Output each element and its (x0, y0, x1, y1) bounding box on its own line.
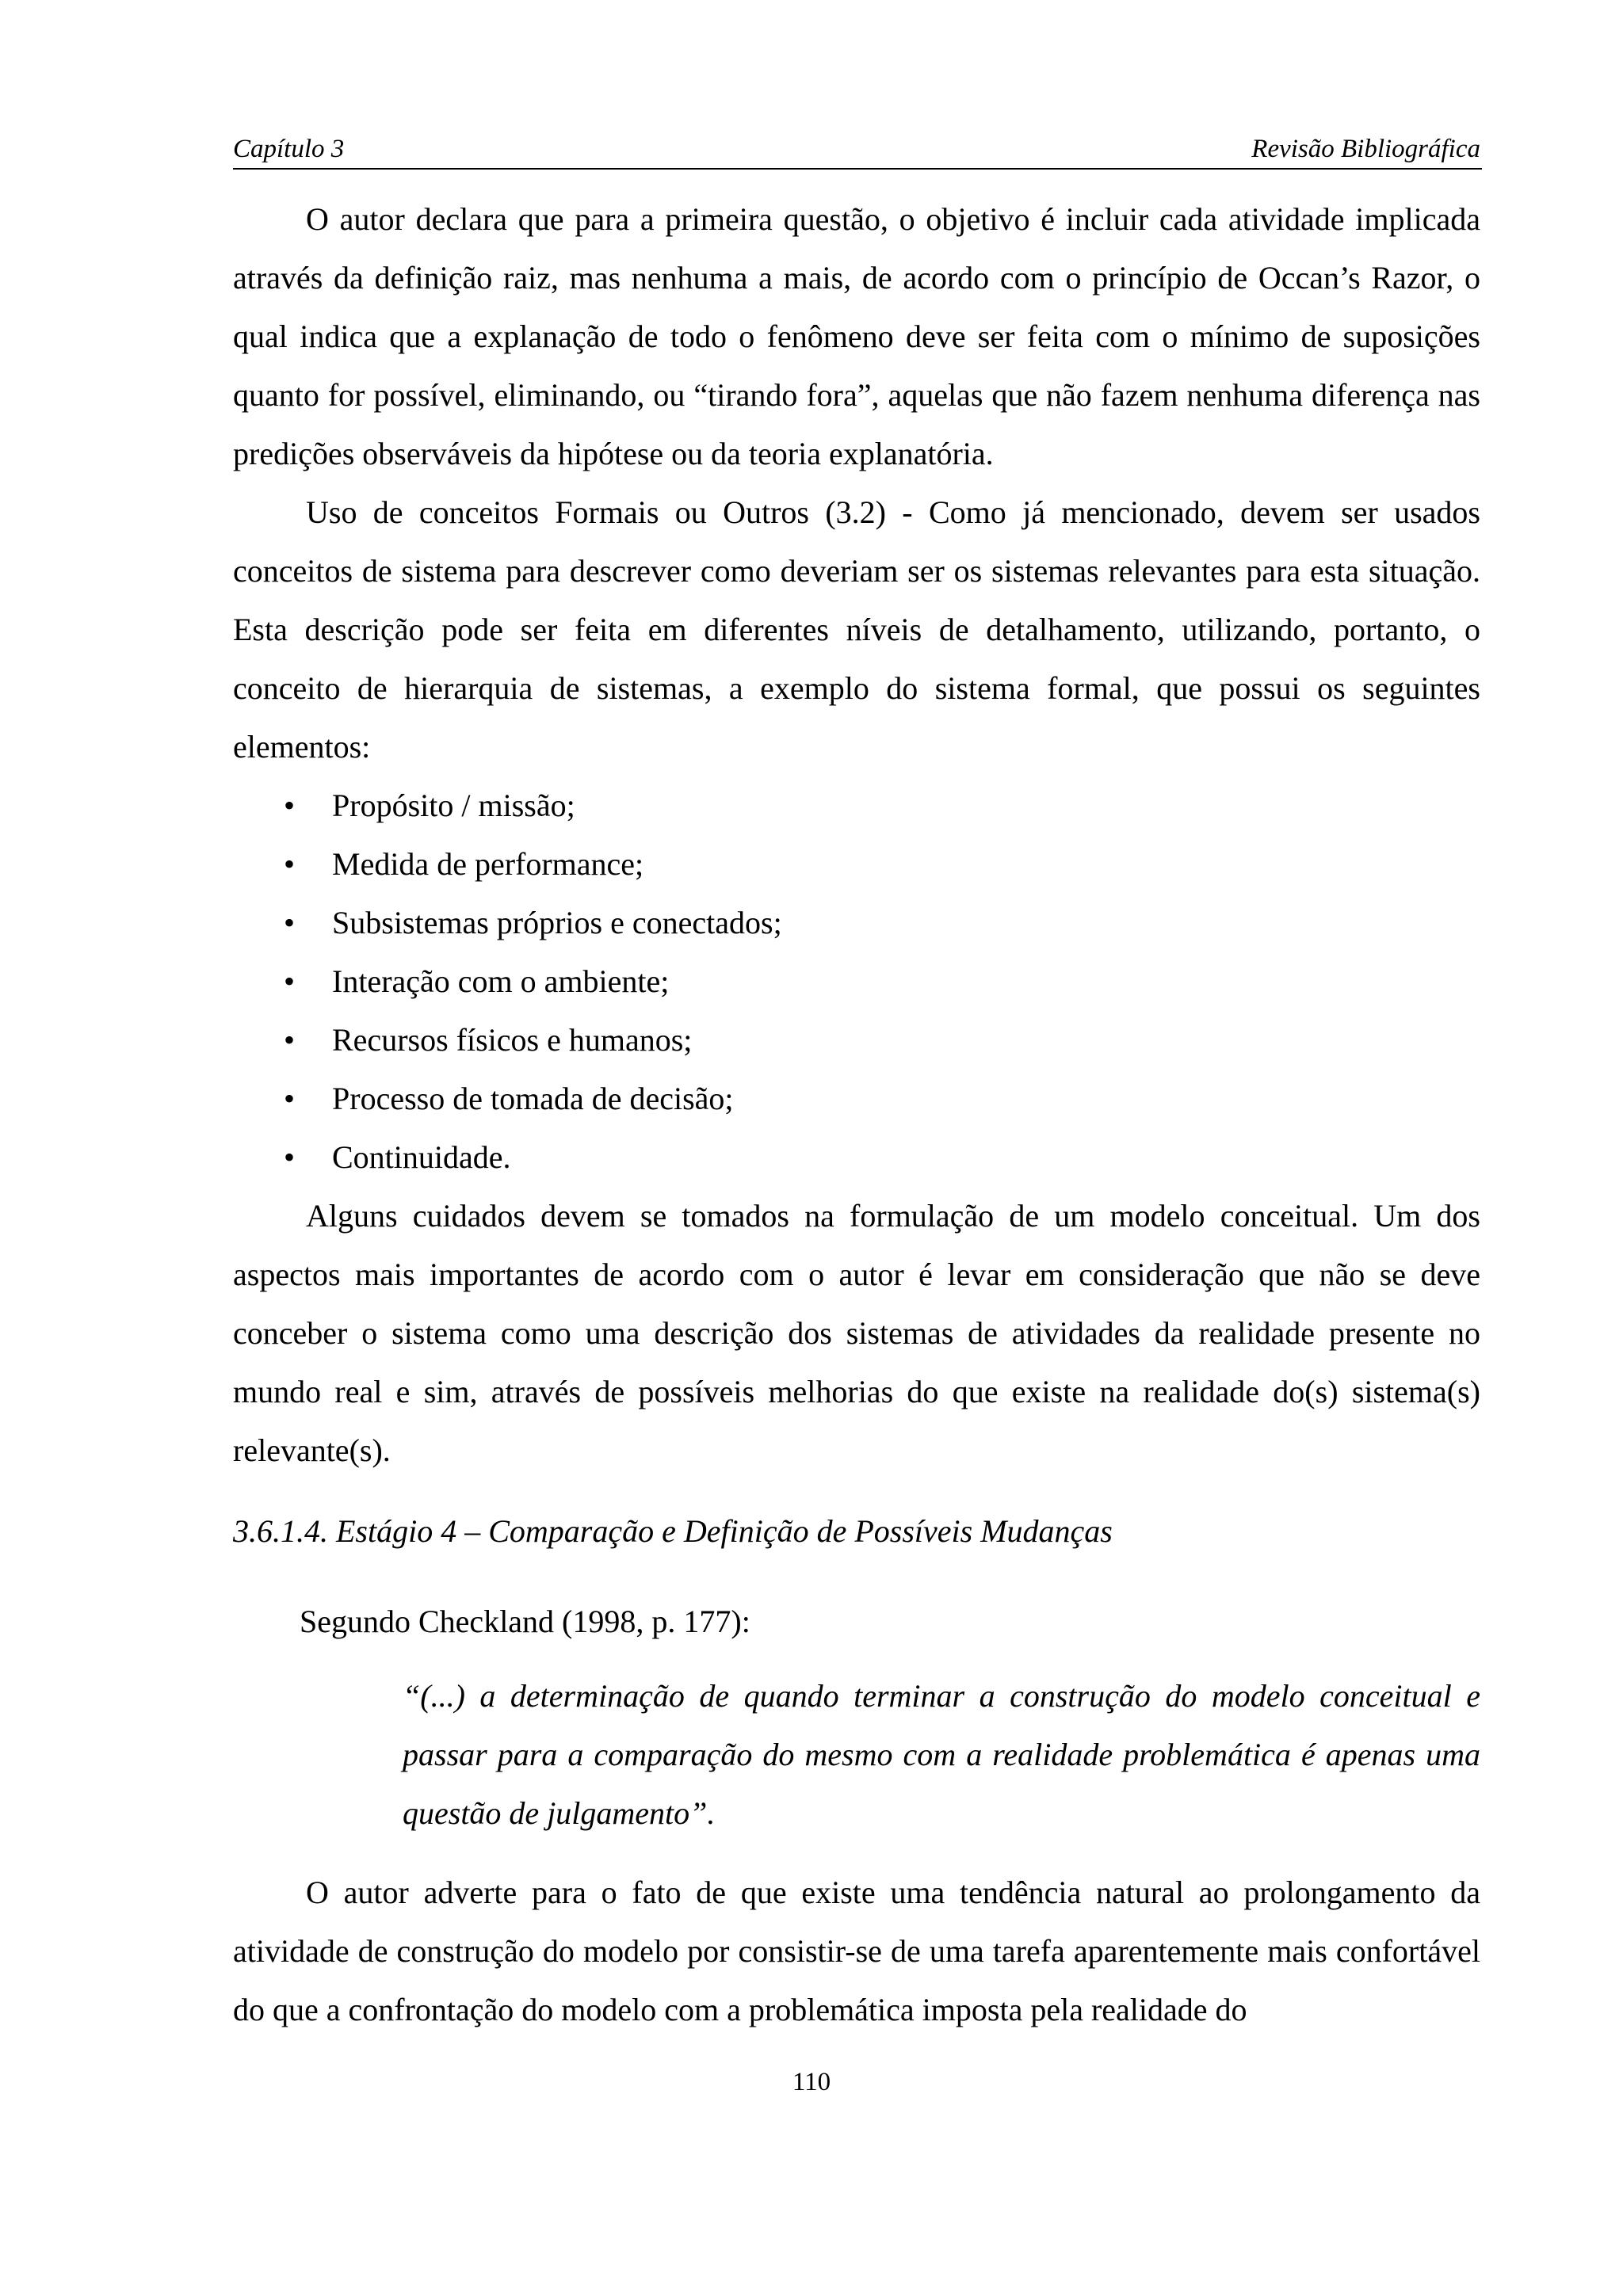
list-item (233, 1128, 1480, 1187)
bullet-icon: • (284, 963, 296, 999)
paragraph-model-construction: O autor adverte para o fato de que existe uma tendência natural ao prolongamento da atividade de construção do modelo por consistir-se de uma tarefa aparentemente mais confortável do que a confrontação do modelo com a problemática imposta pela realidade do (233, 1875, 1480, 2027)
list-item-text: Propósito / missão; (332, 788, 575, 823)
list-item-text: Interação com o ambiente; (332, 963, 670, 999)
bullet-icon: • (284, 905, 296, 940)
block-quote: “(...) a determinação de quando terminar a construção do modelo conceitual e passar para a comparação do mesmo com a realidade problemática é apenas uma questão de julgamento”. (403, 1678, 1480, 1831)
page-number: 110 (792, 2068, 831, 2096)
list-item (233, 1070, 1480, 1128)
list-item (233, 835, 1480, 894)
list-item-text: Continuidade. (332, 1139, 511, 1175)
list-item (233, 1011, 1480, 1070)
header-rule (233, 168, 1482, 170)
bullet-list-system-elements (233, 776, 1480, 1187)
header-section: Revisão Bibliográfica (1251, 135, 1480, 163)
paragraph-occams-razor: O autor declara que para a primeira questão, o objetivo é incluir cada atividade implicada através da definição raiz, mas nenhuma a mais, de acordo com o princípio de Occan’s Razor, o qual indica que a explanação de todo o fenômeno deve ser feita com o mínimo de suposições quanto for possível, eliminando, ou “tirando fora”, aquelas que não fazem nenhuma diferença nas predições observáveis da hipótese ou da teoria explanatória. (233, 201, 1480, 471)
bullet-icon: • (284, 1022, 296, 1058)
list-item-text: Recursos físicos e humanos; (332, 1022, 693, 1058)
paragraph-conceptual-model-care: Alguns cuidados devem se tomados na formulação de um modelo conceitual. Um dos aspectos mais importantes de acordo com o autor é levar em consideração que não se deve conceber o sistema como uma descrição dos sistemas de atividades da realidade presente no mundo real e sim, através de possíveis melhorias do que existe na realidade do(s) sistema(s) relevante(s). (233, 1198, 1480, 1468)
bullet-icon: • (284, 1081, 296, 1116)
section-heading: 3.6.1.4. Estágio 4 – Comparação e Definição de Possíveis Mudanças (233, 1513, 1113, 1549)
running-header (233, 133, 1480, 171)
page-body (233, 190, 1480, 2039)
list-item (233, 894, 1480, 952)
bullet-icon: • (284, 1139, 296, 1175)
list-item (233, 952, 1480, 1011)
list-item (233, 776, 1480, 835)
bullet-icon: • (284, 788, 296, 823)
list-item-text: Medida de performance; (332, 846, 644, 882)
paragraph-formal-concepts: Uso de conceitos Formais ou Outros (3.2) - Como já mencionado, devem ser usados conceitos de sistema para descrever como deveriam ser os sistemas relevantes para esta situação. Esta descrição pode ser feita em diferentes níveis de detalhamento, utilizando, portanto, o conceito de hierarquia de sistemas, a exemplo do sistema formal, que possui os seguintes elementos: (233, 494, 1480, 765)
list-item-text: Subsistemas próprios e conectados; (332, 905, 782, 940)
bullet-icon: • (284, 846, 296, 882)
list-item-text: Processo de tomada de decisão; (332, 1081, 734, 1116)
citation-intro: Segundo Checkland (1998, p. 177): (300, 1604, 750, 1639)
header-chapter: Capítulo 3 (233, 135, 345, 163)
